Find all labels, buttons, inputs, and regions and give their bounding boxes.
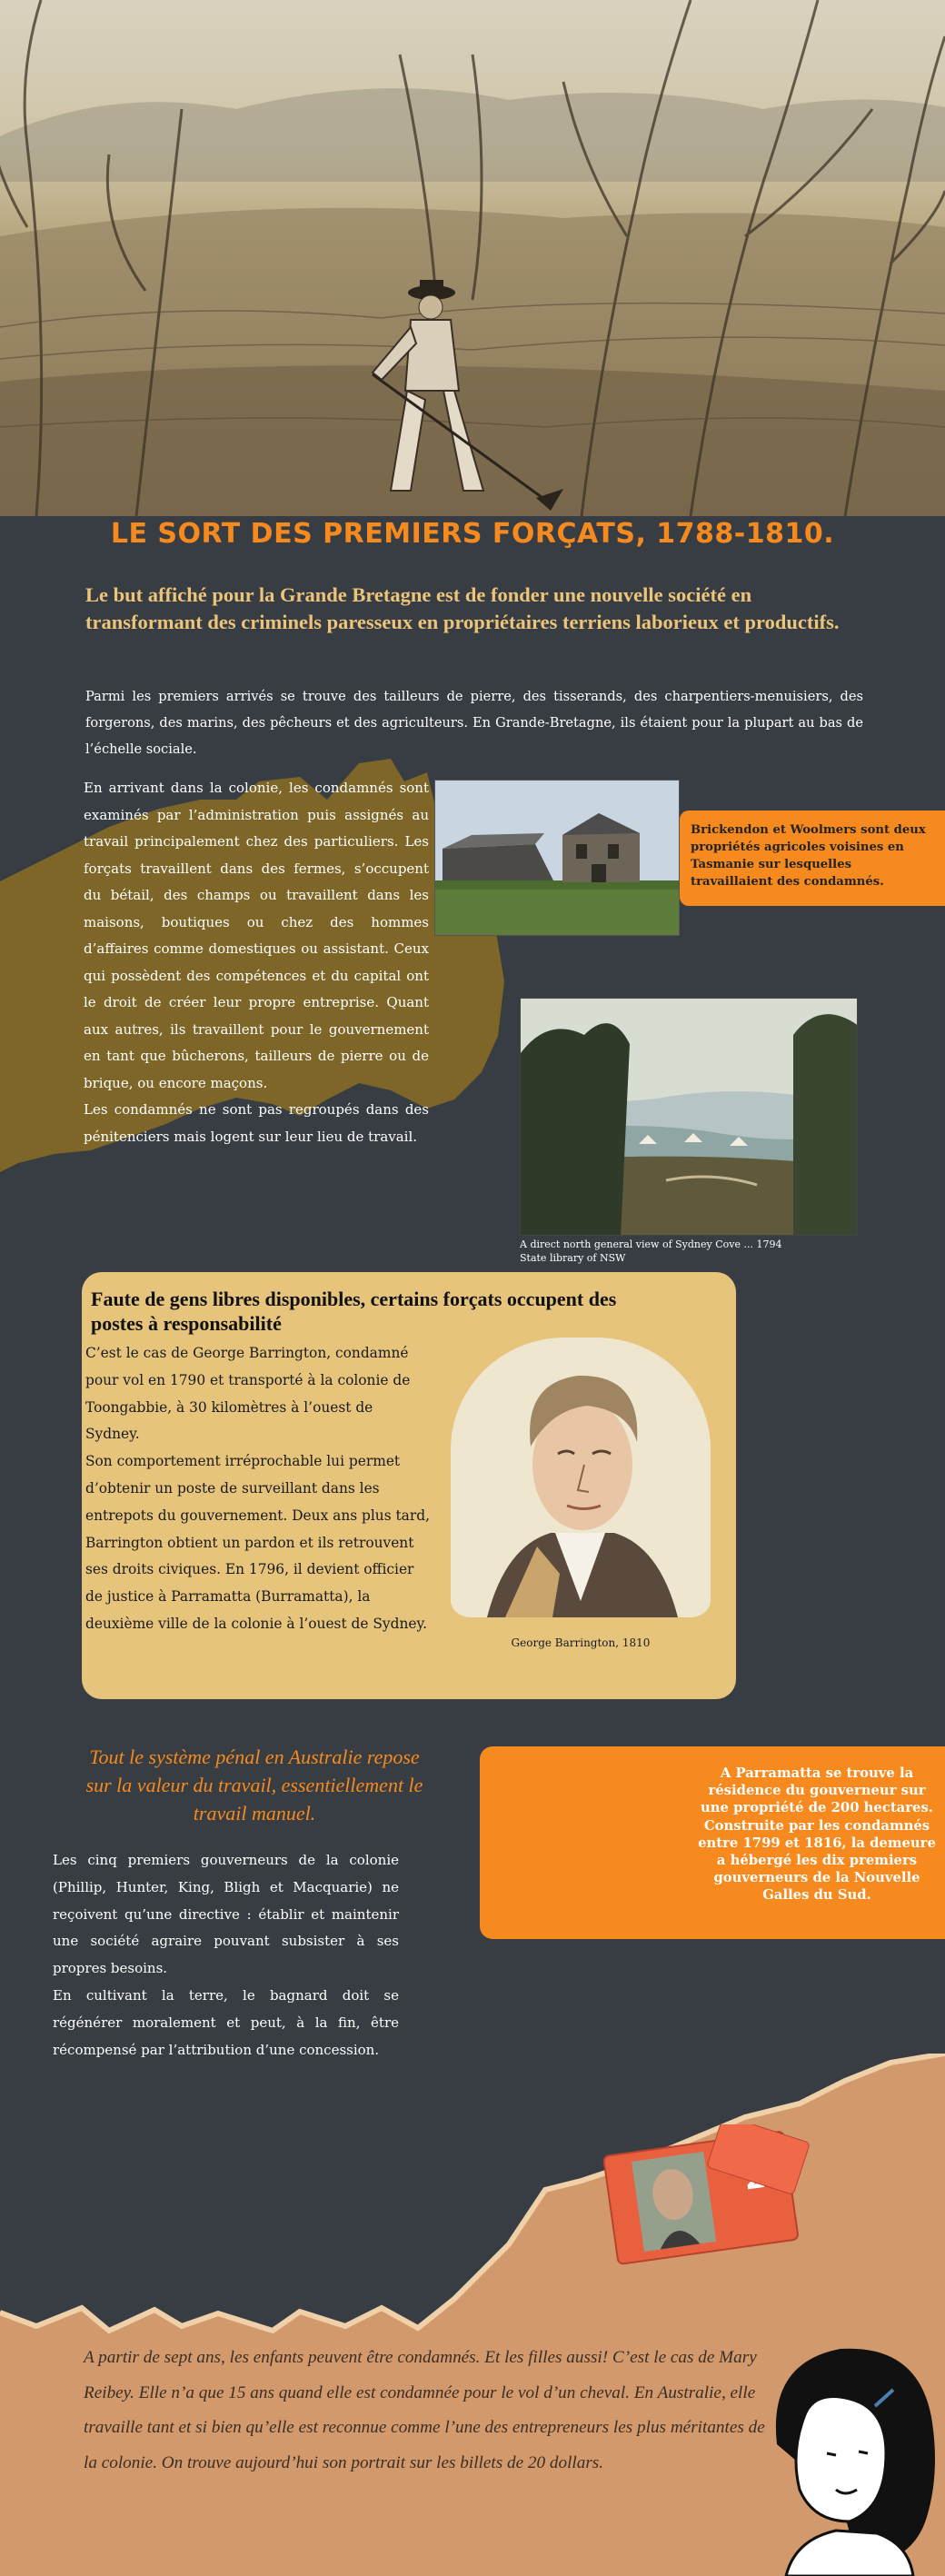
- convict-working-drawing: [0, 0, 945, 516]
- parramatta-callout: A Parramatta se trouve la résidence du gouverneur sur une propriété de 200 hectares. Construite par les condamnés entre 1799 et 1816, la demeure a hébergé les dix premiers gouverneurs de la Nouvelle Galles du Sud.: [480, 1746, 945, 1939]
- governors-text: [53, 1847, 399, 2064]
- cove-caption-title: A direct north general view of Sydney Cove ... 1794: [520, 1238, 782, 1250]
- barrington-title: Faute de gens libres disponibles, certains forçats occupent des postes à responsabilité: [91, 1288, 617, 1335]
- hero-illustration: [0, 0, 945, 516]
- cove-caption-source: State library of NSW: [520, 1252, 626, 1264]
- lead-paragraph: Le but affiché pour la Grande Bretagne est de fonder une nouvelle société en transformant des criminels paresseux en propriétaires terriens laborieux et productifs.: [85, 583, 840, 633]
- sydney-cove-painting: [520, 998, 858, 1236]
- farm-caption: Brickendon et Woolmers sont deux propriétés agricoles voisines en Tasmanie sur lesquelles travaillaient des condamnés.: [680, 811, 945, 906]
- arrival-paragraph-1: En arrivant dans la colonie, les condamnés sont examinés par l’administration puis assignés au travail principalement chez des particuliers. Les forçats travaillent dans des fermes, s’occupent du bétail, des champs ou travaillent dans les maisons, boutiques ou chez des hommes d’affaires comme domestiques ou assistant. Ceux qui possèdent des compétences et du capital ont le droit de créer leur propre entreprise. Quant aux autres, ils travaillent pour le gouvernement en tant que bûcherons, tailleurs de pierre ou de brique, ou encore maçons.: [84, 780, 429, 1091]
- barrington-paragraph-1: C’est le cas de George Barrington, condamné pour vol en 1790 et transporté à la colonie de Toongabbie, à 30 kilomètres à l’ouest de Sydney.: [85, 1345, 411, 1443]
- twenty-dollar-banknote: [602, 2124, 811, 2279]
- governors-paragraph-1: Les cinq premiers gouverneurs de la colonie (Phillip, Hunter, King, Bligh et Macquarie) ne reçoivent qu’une directive : établir et maintenir une société agraire pouvant subsister à ses propres besoins.: [53, 1852, 399, 1977]
- cove-caption: [520, 1238, 858, 1265]
- governors-paragraph-2: En cultivant la terre, le bagnard doit se régénérer moralement et peut, à la fin, être récompensé par l’attribution d’une concession.: [53, 1986, 399, 2058]
- page-title: LE SORT DES PREMIERS FORÇATS, 1788-1810.: [110, 518, 835, 550]
- mary-reibey-illustration: [750, 2335, 945, 2576]
- intro-paragraph: Parmi les premiers arrivés se trouve des tailleurs de pierre, des tisserands, des charpentiers-menuisiers, des forgerons, des marins, des pêcheurs et des agriculteurs. En Grande-Bretagne, ils étaient pour la plupart au bas de l’échelle sociale.: [85, 689, 863, 757]
- arrival-paragraph-2: Les condamnés ne sont pas regroupés dans des pénitenciers mais logent sur leur lieu de travail.: [84, 1101, 429, 1145]
- arrival-text: [84, 775, 429, 1150]
- mary-reibey-text: A partir de sept ans, les enfants peuvent être condamnés. Et les filles aussi! C’est le cas de Mary Reibey. Elle n’a que 15 ans quand elle est condamnée pour le vol d’un cheval. En Australie, elle travaille tant et si bien qu’elle est reconnue comme l’une des entrepreneurs les plus méritantes de la colonie. On trouve aujourd’hui son portrait sur les billets de 20 dollars.: [84, 2348, 765, 2472]
- barrington-paragraph-2: Son comportement irréprochable lui permet d’obtenir un poste de surveillant dans les entrepots du gouvernement. Deux ans plus tard, Barrington obtient un pardon et ils retrouvent ses droits civiques. En 1796, il devient officier de justice à Parramatta (Burramatta), la deuxième ville de la colonie à l’ouest de Sydney.: [85, 1453, 430, 1632]
- portrait-caption: George Barrington, 1810: [511, 1636, 651, 1649]
- farm-photo: [434, 780, 680, 936]
- barrington-portrait: [451, 1338, 711, 1617]
- labour-quote: Tout le système pénal en Australie repose sur la valeur du travail, essentiellement le travail manuel.: [85, 1746, 423, 1825]
- barrington-text: [85, 1340, 431, 1638]
